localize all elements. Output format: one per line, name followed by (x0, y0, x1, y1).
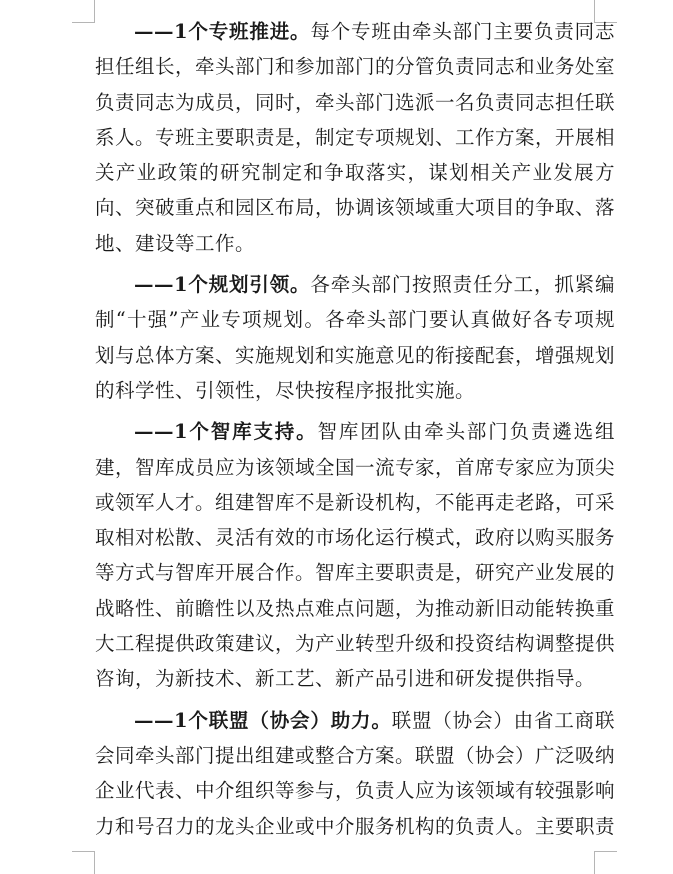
paragraph-alliance-assistance (95, 703, 615, 844)
page-corner-mark-top-left (72, 0, 95, 23)
paragraph-special-task-force (95, 14, 615, 261)
document-body (95, 14, 615, 850)
page-corner-mark-bottom-right (594, 851, 617, 874)
paragraph-heading: ——1个联盟（协会）助力。 (134, 708, 392, 732)
paragraph-think-tank-support (95, 414, 615, 696)
page-corner-mark-bottom-left (72, 851, 95, 874)
paragraph-heading: ——1个智库支持。 (134, 420, 318, 444)
paragraph-heading: ——1个规划引领。 (134, 273, 311, 297)
paragraph-body: 各牵头部门按照责任分工，抓紧编制“十强”产业专项规划。各牵头部门要认真做好各专项规划与总体方案、实施规划和实施意见的衔接配套，增强规划的科学性、引领性，尽快按程序报批实施。 (95, 273, 616, 402)
paragraph-body: 每个专班由牵头部门主要负责同志担任组长，牵头部门和参加部门的分管负责同志和业务处室负责同志为成员，同时，牵头部门选派一名负责同志担任联系人。专班主要职责是，制定专项规划、工作方案，开展相关产业政策的研究制定和争取落实，谋划相关产业发展方向、突破重点和园区布局，协调该领域重大项目的争取、落地、建设等工作。 (95, 20, 616, 255)
paragraph-body: 联盟（协会）由省工商联会同牵头部门提出组建或整合方案。联盟（协会）广泛吸纳企业代表、中介组织等参与，负责人应为该领域有较强影响力和号召力的龙头企业或中介服务机构的负责人。主要职责 (95, 708, 616, 838)
paragraph-planning-guidance (95, 267, 615, 408)
paragraph-body: 智库团队由牵头部门负责遴选组建，智库成员应为该领域全国一流专家，首席专家应为顶尖或领军人才。组建智库不是新设机构，不能再走老路，可采取相对松散、灵活有效的市场化运行模式，政府以购买服务等方式与智库开展合作。智库主要职责是，研究产业发展的战略性、前瞻性以及热点难点问题，为推动新旧动能转换重大工程提供政策建议，为产业转型升级和投资结构调整提供咨询，为新技术、新工艺、新产品引进和研发提供指导。 (95, 420, 616, 691)
paragraph-heading: ——1个专班推进。 (134, 20, 311, 43)
